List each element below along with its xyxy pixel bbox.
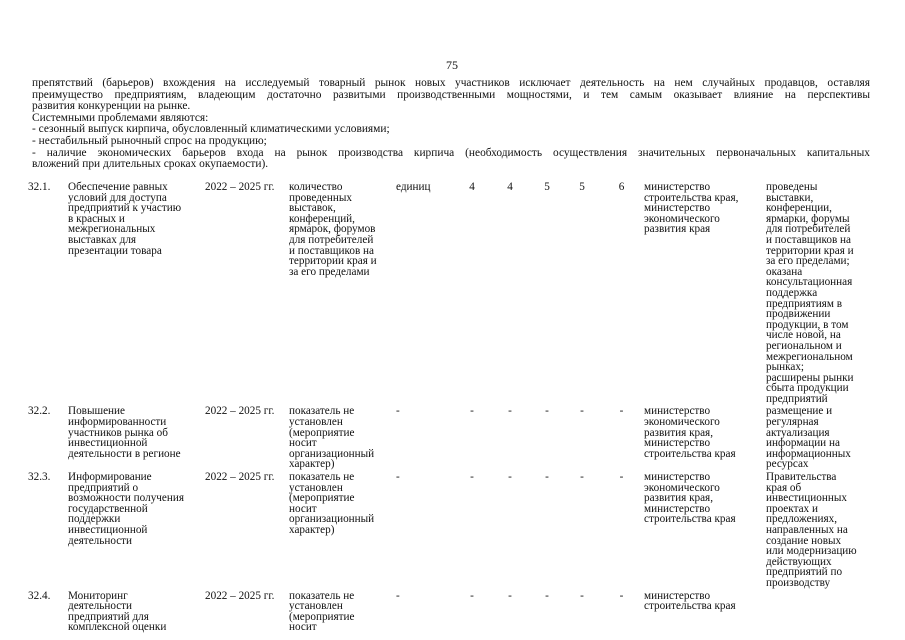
- row-number: 32.4.: [28, 589, 51, 602]
- result: Правительства края об инвестиционных проектах и предложениях, направленных на создание новых или модернизацию действующих предприятий по производству: [766, 471, 857, 589]
- intro-text: [32, 78, 870, 171]
- value-3: 5: [544, 181, 550, 193]
- unit: единиц: [396, 181, 431, 193]
- event-name: Повышение информированности участников рынка об инвестиционной деятельности в регионе: [68, 405, 181, 460]
- measures-table: [28, 182, 866, 633]
- event-name: Мониторинг деятельности предприятий для комплексной оценки: [68, 589, 167, 634]
- value-3: -: [545, 405, 549, 418]
- period: 2022 – 2025 гг.: [205, 589, 275, 602]
- value-3: -: [545, 589, 549, 602]
- indicator: показатель не установлен (мероприятие носит: [289, 589, 355, 634]
- period: 2022 – 2025 гг.: [205, 471, 275, 484]
- value-4: -: [580, 405, 584, 418]
- value-5: -: [619, 589, 624, 602]
- result: проведены выставки, конференции, ярмарки, форумы для потребителей и поставщиков на территории края и за его пределами; оказана консультационная поддержка предприятиям в продвижении продукции, в том числе новой, на региональном и межрегиональном рынках; расширены рынки сбыта продукции предприятий: [766, 181, 854, 405]
- value-1: 4: [469, 181, 475, 193]
- responsible: министерство экономического развития края, министерство строительства края: [644, 471, 736, 526]
- value-3: -: [545, 471, 549, 484]
- value-5: -: [619, 471, 624, 484]
- period: 2022 – 2025 гг.: [205, 405, 275, 418]
- responsible: министерство строительства края: [644, 589, 736, 613]
- event-name: Обеспечение равных условий для доступа предприятий к участию в красных и межрегиональных выставках для презентации товара: [68, 181, 182, 257]
- problem-item-3b: вложений при длительных сроках окупаемости).: [32, 158, 269, 171]
- responsible: министерство экономического развития края, министерство строительства края: [644, 405, 736, 460]
- indicator: показатель не установлен (мероприятие носит организационный характер): [289, 405, 375, 471]
- page-number: 75: [446, 58, 458, 72]
- value-4: -: [580, 471, 584, 484]
- result: размещение и регулярная актуализация информации на информационных ресурсах: [766, 405, 851, 471]
- result: [766, 589, 866, 633]
- problems-title: Системными проблемами являются:: [32, 111, 209, 124]
- row-number: 32.1.: [28, 181, 51, 193]
- value-4: -: [580, 589, 584, 602]
- period: 2022 – 2025 гг.: [205, 181, 275, 193]
- value-4: 5: [579, 181, 585, 193]
- intro-line-3: развития конкуренции на рынке.: [32, 100, 191, 113]
- table-row: [28, 470, 866, 589]
- intro-line-1: препятствий (барьеров) вхождения на исследуемый товарный рынок новых участников исключает деятельность на нем случайных продавцов, оставляя: [32, 77, 870, 89]
- responsible: министерство строительства края, министерство экономического развития края: [644, 181, 739, 236]
- value-1: -: [470, 405, 474, 418]
- indicator: количество проведенных выставок, конференций, ярмарок, форумов для потребителей и поставщиков на территории края и за его пределами: [289, 181, 377, 278]
- value-5: 6: [618, 181, 625, 193]
- value-5: -: [619, 405, 624, 418]
- value-1: -: [470, 589, 474, 602]
- event-name: Информирование предприятий о возможности получения государственной поддержки инвестиционной деятельности: [68, 471, 185, 547]
- value-2: -: [508, 471, 512, 484]
- unit: -: [396, 471, 400, 484]
- intro-line-2: преимущество предприятиям, владеющим достаточно развитыми производственными мощностями, и тем самым оказывает влияние на перспективы: [32, 88, 870, 101]
- row-number: 32.2.: [28, 405, 51, 418]
- unit: -: [396, 405, 400, 418]
- table-row: [28, 404, 866, 470]
- row-number: 32.3.: [28, 471, 51, 484]
- value-1: -: [470, 471, 474, 484]
- problem-item-3a: - наличие экономических барьеров входа на рынок производства кирпича (необходимость осуществления значительных первоначальных капитальных: [32, 146, 870, 159]
- indicator: показатель не установлен (мероприятие носит организационный характер): [289, 471, 375, 536]
- table-row: [28, 182, 866, 404]
- unit: -: [396, 589, 400, 602]
- value-2: -: [508, 589, 512, 602]
- value-2: 4: [507, 181, 513, 193]
- problem-item-1: - сезонный выпуск кирпича, обусловленный климатическими условиями;: [32, 123, 390, 136]
- value-2: -: [508, 405, 512, 418]
- table-row: [28, 589, 866, 633]
- problem-item-2: - нестабильный рыночный спрос на продукцию;: [32, 134, 267, 147]
